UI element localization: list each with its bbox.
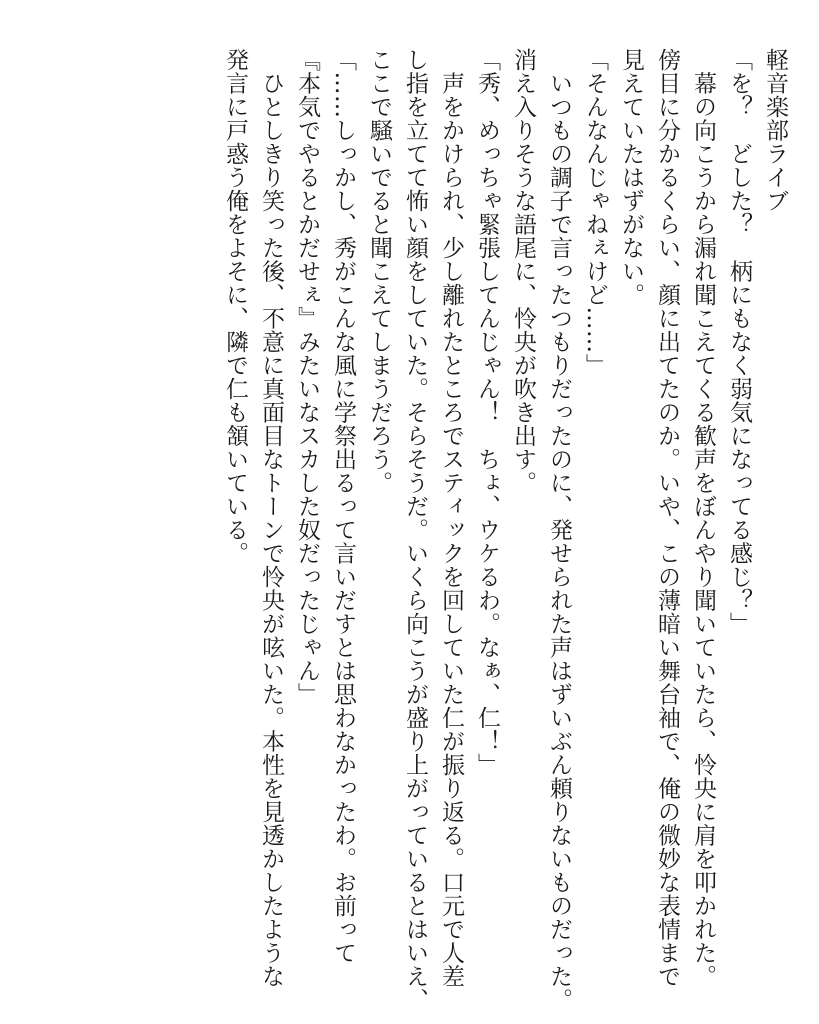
text-line: し指を立てて怖い顔をしていた。そらそうだ。いくら向こうが盛り上がっているとはいえ、 [402, 48, 428, 1012]
text-line: 「……しっかし、秀がこんな風に学祭出るって言いだすとは思わなかったわ。お前って [330, 48, 356, 965]
vertical-text-block [217, 48, 793, 1012]
text-line: 声をかけられ、少し離れたところでスティックを回していた仁が振り返る。口元で人差 [438, 48, 464, 988]
text-line: 幕の向こうから漏れ聞こえてくる歓声をぼんやり聞いていたら、怜央に肩を叩かれた。 [690, 48, 716, 988]
text-line: 発言に戸惑う俺をよそに、隣で仁も頷いている。 [222, 48, 248, 565]
text-line: 傍目に分かるくらい、顔に出てたのか。いや、この薄暗い舞台袖で、俺の微妙な表情まで [654, 48, 680, 988]
text-line: 見えていたはずがない。 [618, 48, 644, 307]
text-line: 『本気でやるとかだせぇ』みたいなスカした奴だったじゃん」 [294, 48, 320, 706]
text-line: 消え入りそうな語尾に、怜央が吹き出す。 [510, 48, 536, 495]
text-line: 「を？ どした？ 柄にもなく弱気になってる感じ？」 [726, 48, 752, 636]
text-line: いつもの調子で言ったつもりだったのに、発せられた声はずいぶん頼りないものだった。 [546, 48, 572, 1012]
text-line: ひとしきり笑った後、不意に真面目なトーンで怜央が呟いた。本性を見透かしたような [258, 48, 284, 988]
text-line: 「そんなんじゃねぇけど……」 [582, 48, 608, 377]
text-line: ここで騒いでると聞こえてしまうだろう。 [366, 48, 392, 495]
text-line: 「秀、めっちゃ緊張してんじゃん！ ちょ、ウケるわ。なぁ、仁！」 [474, 48, 500, 777]
section-heading: 軽音楽部ライブ [762, 48, 788, 213]
